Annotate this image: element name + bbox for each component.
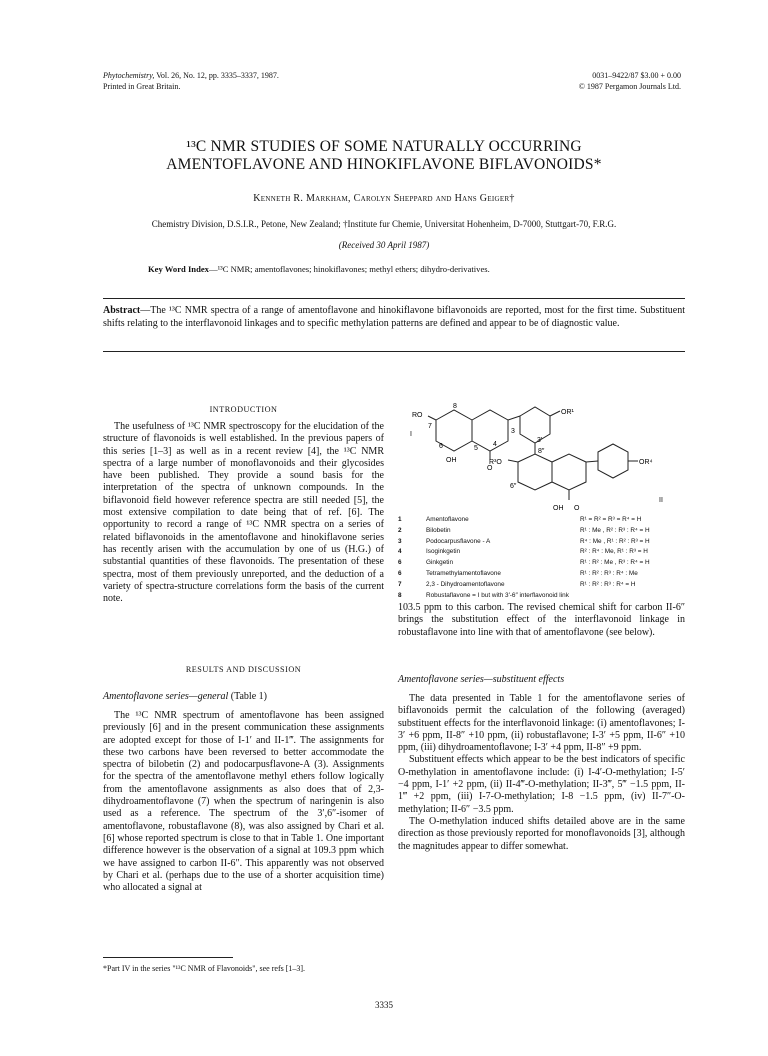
footnote: *Part IV in the series "¹³C NMR of Flavonoids", see refs [1–3]. bbox=[103, 964, 306, 973]
compound-name: Bilobetin bbox=[426, 526, 451, 534]
compound-substituents: R¹ : R² : R³ : R⁴ = H bbox=[580, 580, 636, 588]
label-or1: OR¹ bbox=[561, 409, 574, 416]
label-6-double-prime: 6″ bbox=[510, 483, 517, 490]
subsection-1-ref: (Table 1) bbox=[228, 691, 267, 702]
right-paragraph-2: The data presented in Table 1 for the amentoflavone series of biflavonoids permit the calculation of the following (averaged) substituent effects for the interflavonoid linkage: (i) amentoflavones; I-3′ +6 ppm, II-8″ +10 ppm, (ii) robustaflavone; I-3′ +5 ppm, II-6″ +10 ppm, (iii) dihydroamentoflavone; I-3′ +4 ppm, II-8″ +9 ppm. bbox=[398, 693, 685, 754]
authors: Kenneth R. Markham, Carolyn Sheppard and Hans Geiger† bbox=[253, 193, 515, 204]
compound-row bbox=[398, 559, 688, 570]
compound-row bbox=[398, 516, 688, 527]
compound-row bbox=[398, 581, 688, 592]
compound-number: 6 bbox=[398, 569, 402, 577]
compound-number: 2 bbox=[398, 526, 402, 534]
label-4: 4 bbox=[493, 441, 497, 448]
compound-name: Podocarpusflavone - A bbox=[426, 537, 491, 545]
label-5: 5 bbox=[474, 445, 478, 452]
introduction-heading: INTRODUCTION bbox=[209, 405, 278, 414]
compound-row bbox=[398, 592, 688, 603]
rule-bottom bbox=[103, 351, 685, 352]
label-8-double-prime: 8″ bbox=[538, 448, 545, 455]
label-o-1: O bbox=[487, 465, 493, 472]
label-8: 8 bbox=[453, 403, 457, 410]
label-6: 6 bbox=[439, 443, 443, 450]
compound-name: 2,3 - Dihydroamentoflavone bbox=[426, 580, 505, 588]
compound-substituents: R¹ : R² : R³ : R⁴ : Me bbox=[580, 569, 638, 577]
compound-row bbox=[398, 527, 688, 538]
label-oh-1: OH bbox=[446, 457, 457, 464]
running-header-left bbox=[103, 70, 279, 92]
keywords-text: —¹³C NMR; amentoflavones; hinokiflavones; methyl ethers; dihydro-derivatives. bbox=[208, 264, 490, 274]
label-oh-2: OH bbox=[553, 505, 564, 512]
label-or4: OR⁴ bbox=[639, 459, 653, 466]
results-heading: RESULTS AND DISCUSSION bbox=[185, 665, 302, 674]
rule-top bbox=[103, 298, 685, 299]
abstract-label: Abstract bbox=[103, 305, 141, 316]
compound-substituents: R¹ = R² = R³ = R⁴ = H bbox=[580, 516, 642, 523]
abstract-text: —The ¹³C NMR spectra of a range of amentoflavone and hinokiflavone biflavonoids are reported, most for the first time. Substituent shifts relating to the interflavonoid linkages and to specific methylation patterns are defined and appear to be of diagnostic value. bbox=[103, 305, 685, 329]
title-line-1: ¹³C NMR STUDIES OF SOME NATURALLY OCCURRING bbox=[186, 138, 582, 155]
label-3-prime: 3′ bbox=[537, 437, 543, 444]
received-date: (Received 30 April 1987) bbox=[338, 240, 430, 250]
label-r3o: R³O bbox=[489, 459, 502, 466]
subsection-2-title: Amentoflavone series—substituent effects bbox=[398, 674, 565, 685]
compound-row bbox=[398, 548, 688, 559]
compound-substituents: R² : R⁴ : Me, R¹ : R³ = H bbox=[580, 548, 648, 556]
compound-row bbox=[398, 570, 688, 581]
title-line-2: AMENTOFLAVONE AND HINOKIFLAVONE BIFLAVONOIDS* bbox=[166, 156, 602, 173]
right-column-body bbox=[398, 602, 685, 639]
compound-row bbox=[398, 538, 688, 549]
copyright: © 1987 Pergamon Journals Ltd. bbox=[578, 82, 681, 91]
biflavonoid-structure bbox=[398, 400, 688, 518]
label-3: 3 bbox=[511, 428, 515, 435]
printed-in: Printed in Great Britain. bbox=[103, 82, 181, 91]
journal-name: Phytochemistry, bbox=[103, 71, 155, 80]
subsection-1 bbox=[103, 691, 384, 703]
keywords bbox=[148, 264, 490, 274]
label-ro: RO bbox=[412, 412, 423, 419]
paper-title bbox=[60, 138, 708, 174]
compound-list bbox=[398, 516, 688, 602]
subsection-2 bbox=[398, 674, 685, 686]
right-paragraph-1: 103.5 ppm to this carbon. The revised chemical shift for carbon II-6″ brings the substitution effect of the interflavonoid linkage in robustaflavone into line with that of amentoflavone (see below). bbox=[398, 602, 685, 638]
compound-name: Isoginkgetin bbox=[426, 548, 461, 556]
compound-number: 3 bbox=[398, 537, 402, 545]
introduction-body bbox=[103, 421, 384, 605]
page-number: 3335 bbox=[375, 1000, 393, 1010]
right-column-body-2 bbox=[398, 693, 685, 853]
compound-name: Tetramethylamentoflavone bbox=[426, 569, 501, 577]
compound-substituents: R¹ : R² : Me , R³ : R⁴ = H bbox=[580, 559, 650, 567]
abstract bbox=[103, 305, 685, 330]
footnote-rule bbox=[103, 957, 233, 958]
compound-name: Amentoflavone bbox=[426, 516, 469, 523]
keywords-label: Key Word Index bbox=[148, 264, 209, 274]
label-compound-II: II bbox=[659, 497, 663, 504]
results-paragraph: The ¹³C NMR spectrum of amentoflavone has been assigned previously [6] and in the present communication these assignments are adopted except for those of I-1′ and II-1‴. The assignments for these two carbons have been reversed to better accommodate the spectra of bilobetin (2) and podocarpusflavone-A (3). Assignments for the spectra of the amentoflavone methyl ethers follow logically from the amentoflavone assignments as also does that of 2,3-dihydroamentoflavone (7) when the spectrum of naringenin is also used as a reference. The spectrum of the 3′,6″-isomer of amentoflavone, robustaflavone (8), was also assigned by Chari et al. [6] whose reported spectrum is close to that in Table 1. One important difference however is the observation of a signal at 109.3 ppm which we have assigned to carbon II-6″. This apparently was not observed by Chari et al. (perhaps due to the use of a shorter acquisition time) who allocated a signal at bbox=[103, 710, 384, 894]
running-header-right bbox=[579, 70, 681, 92]
price-code: 0031–9422/87 $3.00 + 0.00 bbox=[592, 71, 681, 80]
compound-number: 7 bbox=[398, 580, 402, 588]
label-7: 7 bbox=[428, 423, 432, 430]
right-paragraph-4: The O-methylation induced shifts detailed above are in the same direction as those previously reported for monoflavonoids [3], although the magnitudes appear to differ somewhat. bbox=[398, 815, 685, 852]
compound-name: Ginkgetin bbox=[426, 559, 453, 567]
compound-substituents: R¹ : Me , R² : R³ : R⁴ = H bbox=[580, 526, 650, 534]
label-compound-I: I bbox=[410, 431, 412, 438]
compound-number: 4 bbox=[398, 548, 402, 556]
introduction-paragraph: The usefulness of ¹³C NMR spectroscopy for the elucidation of the structure of flavonoids is well established. In the previous papers of this series [1–3] as well as in a recent review [4], the ¹³C NMR spectra of a large number of monoflavonoids and their glycosides have been published. They provide a sound basis for the interpretation of the spectra of unknown compounds. In the biflavonoid field however reference spectra are still needed [5], the most extensive compilation to date being that of ref. [6]. The opportunity to record a range of ¹³C NMR spectra on a series of related biflavonoids in the amentoflavone and hinokiflavone series has recently arisen with the accumulation by one of us (H.G.) of substantial quantities of these flavonoids. The presentation of these spectra, most of them previously unreported, and the deduction of a variety of spectra-structure correlations form the basis of the current note. bbox=[103, 421, 384, 605]
results-body bbox=[103, 710, 384, 894]
right-paragraph-3: Substituent effects which appear to be the best indicators of specific O-methylation in amentoflavone include: (i) I-4′-O-methylation; I-5′ −4 ppm, I-1′ +2 ppm, (ii) II-4‴-O-methylation; II-3‴, 5‴ −1.5 ppm, II-1‴ +2 ppm, (iii) I-7-O-methylation; I-8 −1.5 ppm, (iv) II-7″-O-methylation; II-6″ −3.5 ppm. bbox=[398, 754, 685, 815]
label-o-2: O bbox=[574, 505, 580, 512]
compound-number: 6 bbox=[398, 559, 402, 567]
citation: Vol. 26, No. 12, pp. 3335–3337, 1987. bbox=[156, 71, 279, 80]
compound-number: 8 bbox=[398, 591, 402, 599]
affiliation: Chemistry Division, D.S.I.R., Petone, New Zealand; †Institute fur Chemie, Universitat Hohenheim, D-7000, Stuttgart-70, F.R.G. bbox=[151, 219, 617, 229]
compound-name: Robustaflavone = I but with 3′-6″ interflavonoid link bbox=[426, 591, 569, 599]
subsection-1-title: Amentoflavone series—general bbox=[103, 691, 229, 702]
compound-substituents: R⁴ : Me , R¹ : R² : R³ = H bbox=[580, 537, 650, 545]
compound-number: 1 bbox=[398, 516, 402, 523]
